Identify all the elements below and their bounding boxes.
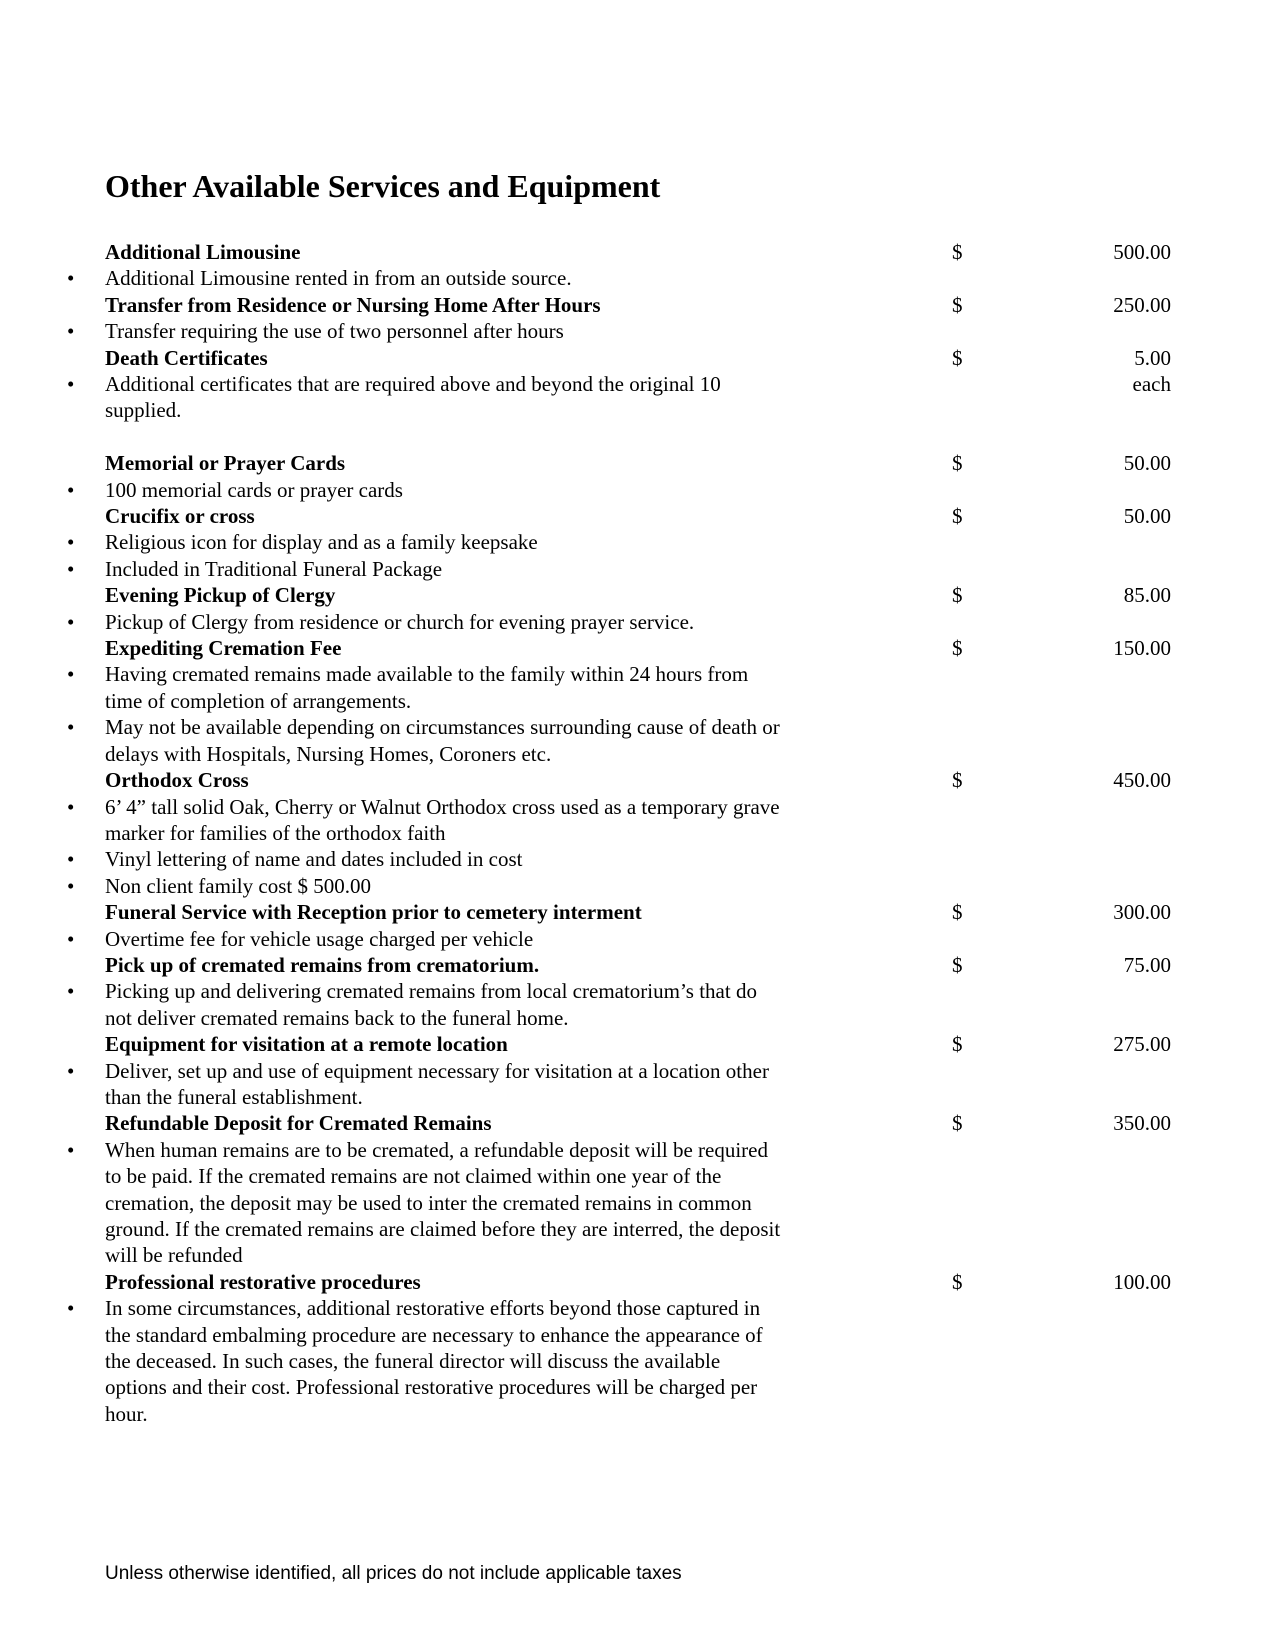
- tax-note: Unless otherwise identified, all prices do not include applicable taxes: [105, 1563, 682, 1584]
- service-title: Refundable Deposit for Cremated Remains: [105, 1111, 492, 1136]
- detail-bullet: [67, 371, 785, 424]
- service-item: [67, 952, 1171, 1031]
- service-title: Crucifix or cross: [105, 504, 255, 529]
- detail-text: Religious icon for display and as a family keepsake: [105, 530, 538, 555]
- service-item: [67, 582, 1171, 635]
- detail-bullet: [67, 846, 785, 872]
- bullet-icon: •: [67, 372, 75, 397]
- detail-text: Transfer requiring the use of two personnel after hours: [105, 319, 564, 344]
- service-price: 50.00: [1123, 451, 1171, 476]
- service-details: [67, 1295, 1171, 1427]
- bullet-icon: •: [67, 873, 75, 898]
- service-item: [67, 899, 1171, 952]
- service-price: 5.00: [1134, 345, 1171, 370]
- service-item: [67, 1269, 1171, 1427]
- service-title: Additional Limousine: [105, 240, 301, 264]
- service-title: Death Certificates: [105, 345, 268, 370]
- currency-symbol: $: [952, 451, 963, 476]
- detail-text: Vinyl lettering of name and dates included in cost: [105, 847, 523, 872]
- service-title: Transfer from Residence or Nursing Home After Hours: [105, 292, 601, 317]
- service-details: [67, 926, 1171, 952]
- service-title: Equipment for visitation at a remote location: [105, 1032, 508, 1057]
- detail-bullet: [67, 1295, 785, 1427]
- detail-bullet: [67, 556, 785, 582]
- detail-text: Non client family cost $ 500.00: [105, 873, 371, 898]
- detail-text: Having cremated remains made available to the family within 24 hours from time of completion of arrangements.: [105, 662, 749, 713]
- bullet-icon: •: [67, 1137, 75, 1162]
- service-list: [67, 239, 1171, 1427]
- bullet-icon: •: [67, 662, 75, 687]
- bullet-icon: •: [67, 847, 75, 872]
- detail-text: Deliver, set up and use of equipment necessary for visitation at a location other than the funeral establishment.: [105, 1058, 769, 1109]
- service-details: [67, 1058, 1171, 1111]
- bullet-icon: •: [67, 979, 75, 1004]
- page-title: Other Available Services and Equipment: [105, 168, 661, 204]
- service-item: [67, 292, 1171, 345]
- service-title: Evening Pickup of Clergy: [105, 583, 336, 608]
- detail-text: Picking up and delivering cremated remains from local crematorium’s that do not deliver cremated remains back to the funeral home.: [105, 979, 757, 1030]
- bullet-icon: •: [67, 794, 75, 819]
- service-price: 50.00: [1123, 504, 1171, 529]
- bullet-icon: •: [67, 926, 75, 951]
- service-price: 450.00: [1113, 768, 1171, 793]
- detail-bullet: [67, 1058, 785, 1111]
- detail-text: 100 memorial cards or prayer cards: [105, 477, 403, 502]
- currency-symbol: $: [952, 345, 963, 370]
- detail-bullet: [67, 529, 785, 555]
- bullet-icon: •: [67, 530, 75, 555]
- service-item: [67, 1110, 1171, 1268]
- service-title: Orthodox Cross: [105, 768, 249, 793]
- detail-bullet: [67, 265, 785, 291]
- detail-bullet: [67, 477, 785, 503]
- service-price: 100.00: [1113, 1269, 1171, 1294]
- detail-text: Pickup of Clergy from residence or church for evening prayer service.: [105, 609, 695, 634]
- service-title: Memorial or Prayer Cards: [105, 451, 346, 476]
- service-price: 75.00: [1123, 952, 1171, 977]
- bullet-icon: •: [67, 266, 75, 291]
- detail-text: Additional certificates that are required above and beyond the original 10 supplied.: [105, 372, 721, 423]
- bullet-icon: •: [67, 319, 75, 344]
- bullet-icon: •: [67, 1296, 75, 1321]
- section-spacer: [105, 424, 1171, 450]
- currency-symbol: $: [952, 1111, 963, 1136]
- service-details: [67, 661, 1171, 767]
- detail-bullet: [67, 978, 785, 1031]
- bullet-icon: •: [67, 609, 75, 634]
- detail-text: May not be available depending on circumstances surrounding cause of death or delays with Hospitals, Nursing Homes, Coroners etc.: [105, 715, 780, 766]
- detail-bullet: [67, 926, 785, 952]
- bullet-icon: •: [67, 556, 75, 581]
- currency-symbol: $: [952, 768, 963, 793]
- bullet-icon: •: [67, 1058, 75, 1083]
- service-details: [67, 265, 1171, 291]
- service-item: [67, 767, 1171, 899]
- currency-symbol: $: [952, 292, 963, 317]
- service-item: [67, 239, 1171, 292]
- service-details: [67, 318, 1171, 344]
- service-price: 350.00: [1113, 1111, 1171, 1136]
- detail-text: Overtime fee for vehicle usage charged per vehicle: [105, 926, 534, 951]
- service-title: Funeral Service with Reception prior to cemetery interment: [105, 900, 642, 925]
- detail-bullet: [67, 1137, 785, 1269]
- service-title: Pick up of cremated remains from crematorium.: [105, 952, 540, 977]
- service-title: Professional restorative procedures: [105, 1269, 421, 1294]
- currency-symbol: $: [952, 952, 963, 977]
- bullet-icon: •: [67, 477, 75, 502]
- service-details: [67, 978, 1171, 1031]
- detail-bullet: [67, 873, 785, 899]
- bullet-icon: •: [67, 715, 75, 740]
- service-details: [67, 609, 1171, 635]
- service-title: Expediting Cremation Fee: [105, 636, 342, 661]
- price-unit: each: [1132, 372, 1171, 397]
- service-price: 275.00: [1113, 1032, 1171, 1057]
- currency-symbol: $: [952, 504, 963, 529]
- service-details: [67, 371, 1171, 424]
- service-item: [67, 450, 1171, 503]
- service-details: [67, 477, 1171, 503]
- service-item: [67, 503, 1171, 582]
- service-price: 85.00: [1123, 583, 1171, 608]
- detail-bullet: [67, 714, 785, 767]
- detail-bullet: [67, 661, 785, 714]
- service-price: 500.00: [1113, 240, 1171, 264]
- detail-bullet: [67, 318, 785, 344]
- detail-text: Additional Limousine rented in from an outside source.: [105, 266, 572, 291]
- currency-symbol: $: [952, 240, 963, 264]
- currency-symbol: $: [952, 583, 963, 608]
- service-price: 250.00: [1113, 292, 1171, 317]
- service-item: [67, 635, 1171, 767]
- detail-bullet: [67, 609, 785, 635]
- service-price: 150.00: [1113, 636, 1171, 661]
- service-item: [67, 345, 1171, 424]
- currency-symbol: $: [952, 900, 963, 925]
- detail-text: When human remains are to be cremated, a refundable deposit will be required to be paid. If the cremated remains are not claimed within one year of the cremation, the deposit may be used to inter the cremated remains in common ground. If the cremated remains are claimed before they are interred, the deposit will be refunded: [105, 1137, 781, 1268]
- service-details: [67, 794, 1171, 900]
- service-price: 300.00: [1113, 900, 1171, 925]
- currency-symbol: $: [952, 636, 963, 661]
- currency-symbol: $: [952, 1269, 963, 1294]
- currency-symbol: $: [952, 1032, 963, 1057]
- detail-text: 6’ 4” tall solid Oak, Cherry or Walnut Orthodox cross used as a temporary grave marker for families of the orthodox faith: [105, 794, 780, 845]
- service-details: [67, 529, 1171, 582]
- detail-text: Included in Traditional Funeral Package: [105, 556, 443, 581]
- detail-text: In some circumstances, additional restorative efforts beyond those captured in the standard embalming procedure are necessary to enhance the appearance of the deceased. In such cases, the funeral director will discuss the available options and their cost. Professional restorative procedures will be charged per hour.: [105, 1296, 763, 1426]
- detail-bullet: [67, 794, 785, 847]
- service-item: [67, 1031, 1171, 1110]
- service-details: [67, 1137, 1171, 1269]
